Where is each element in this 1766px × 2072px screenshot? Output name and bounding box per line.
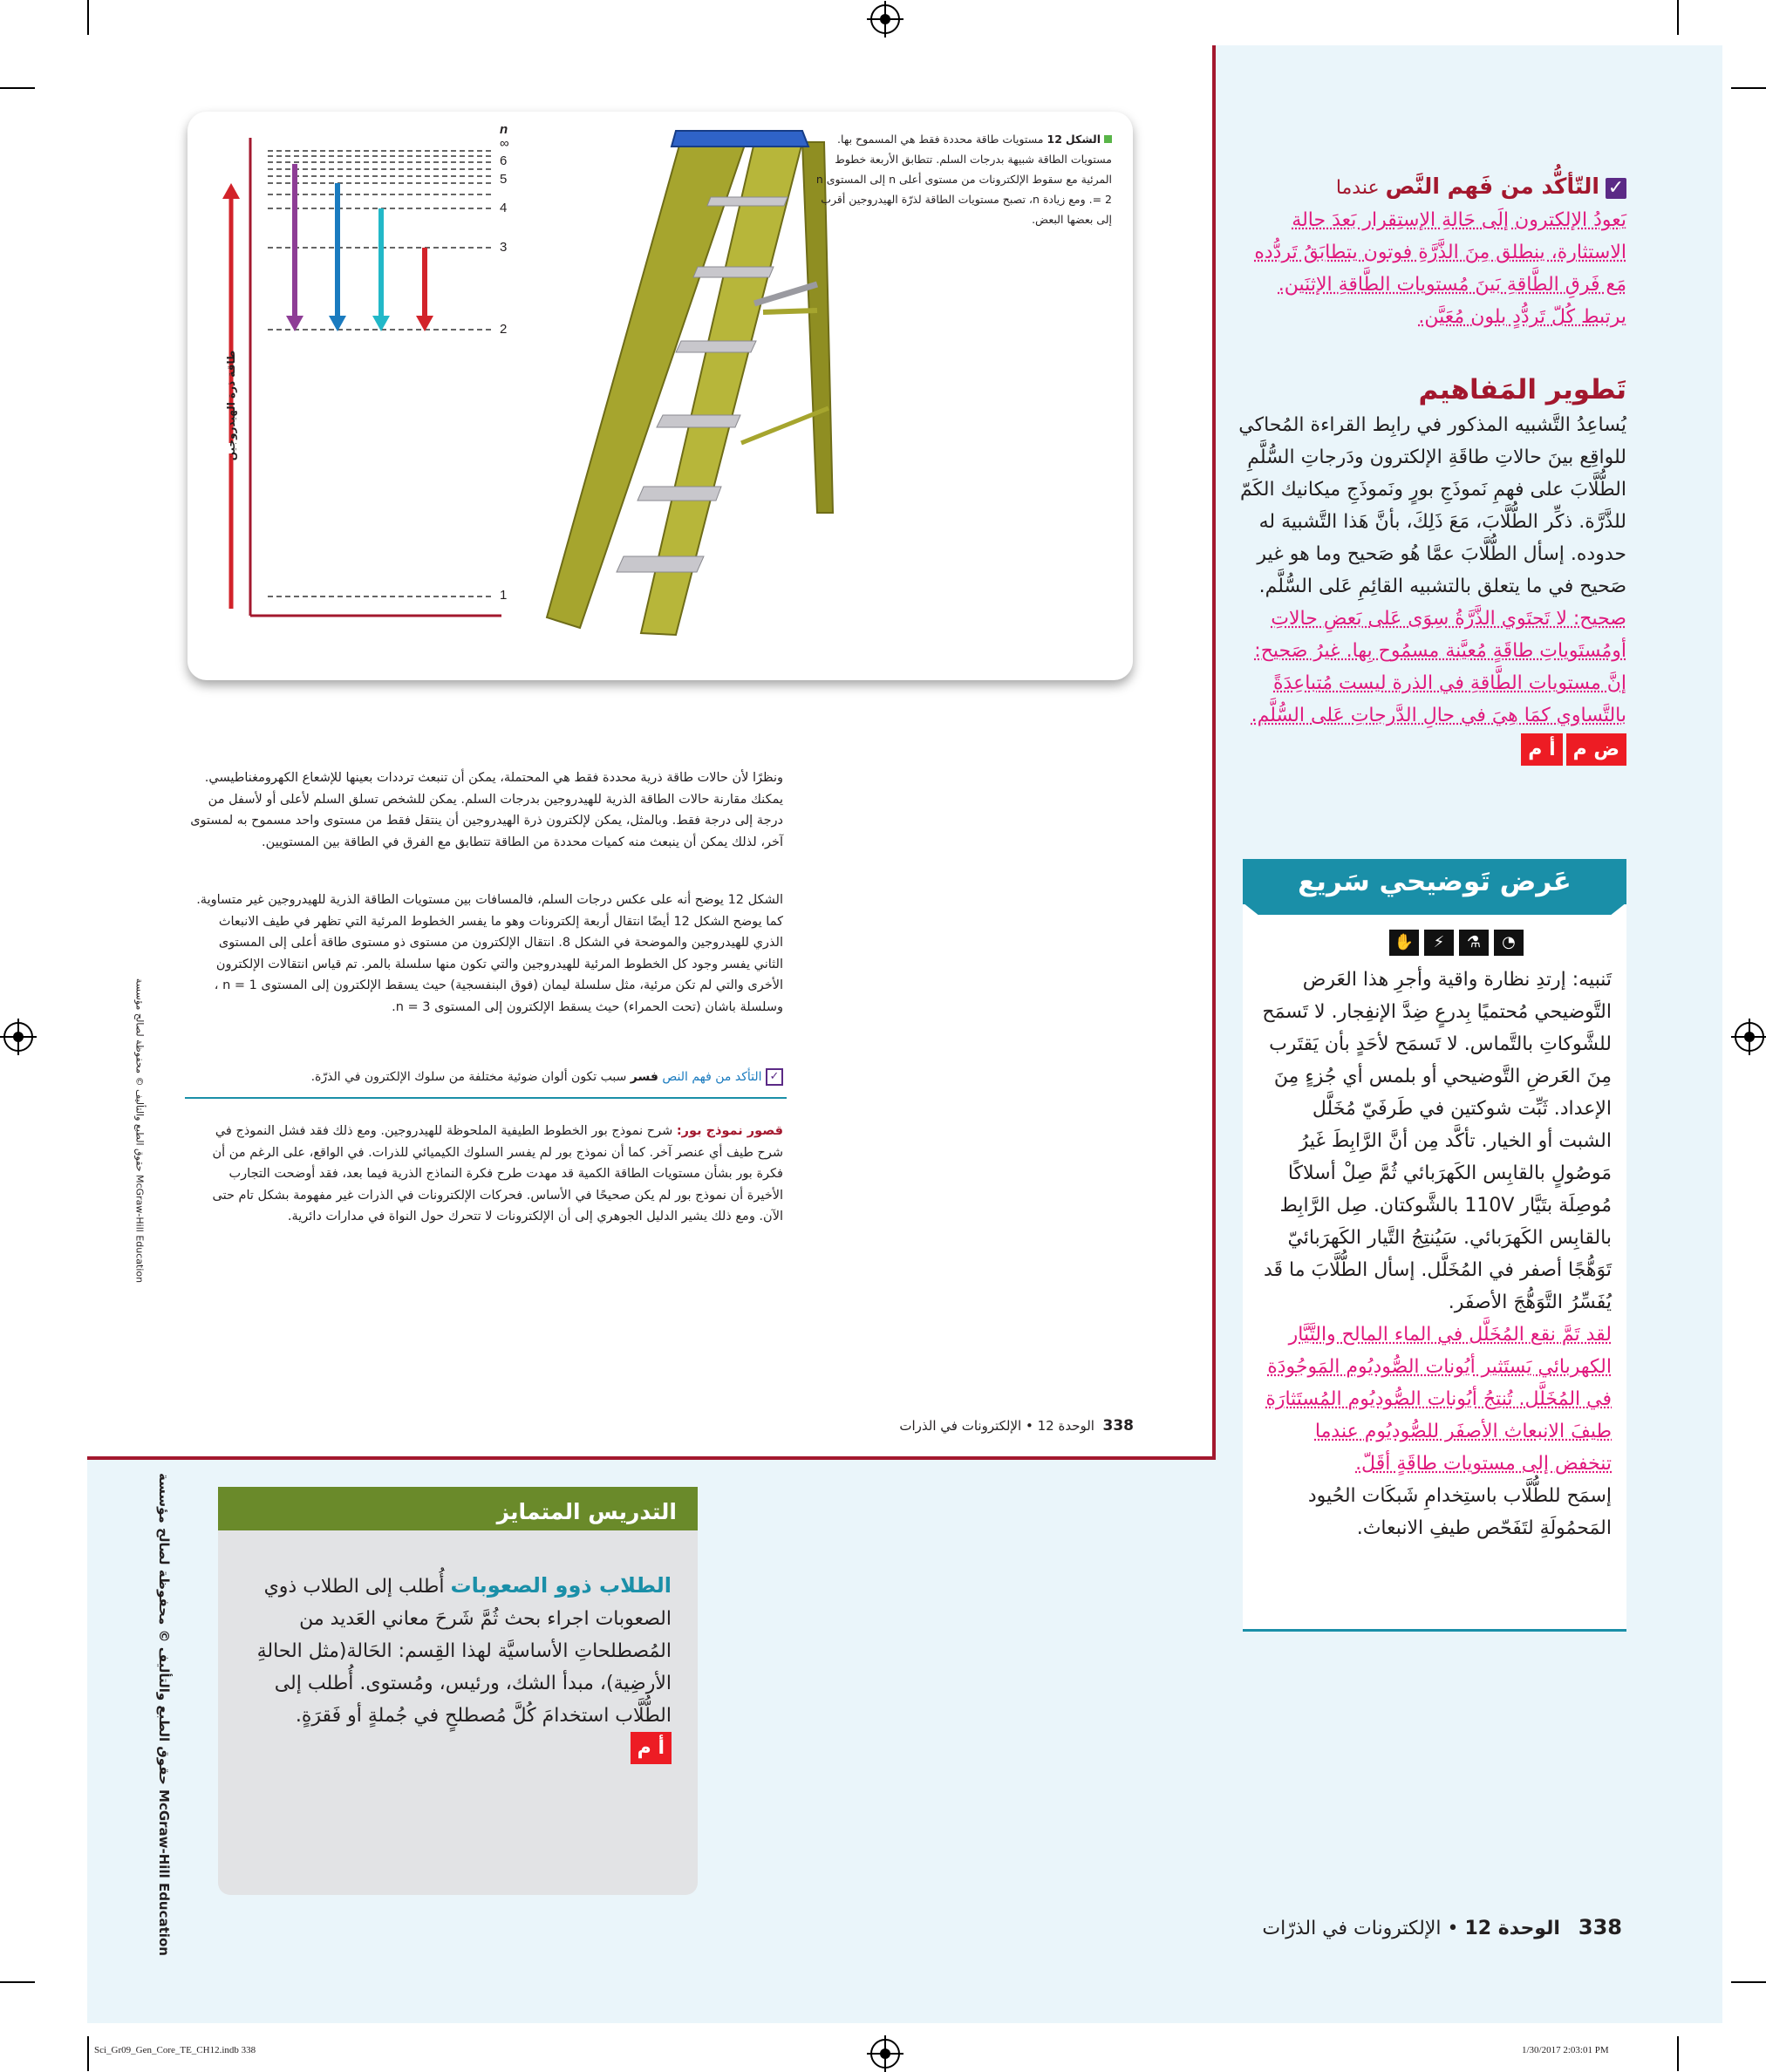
- registration-mark: [3, 1022, 33, 1052]
- divider: [185, 1097, 787, 1099]
- quick-demo-answer: لقد تَمَّ نقع المُخَلَّل في الماء المالح والتَّيَّار الكهربائي يَستَثير أيُونات الصُّوديُوم المَوجُودَة في المُخَلَّل. تُنتِجُ أيُونات الصُّوديُوم المُستَثارَة طيفَ الانبعاث الأصفَر للصُّوديُوم عندما تنخفض إلى مستويات طاقَةٍ أقَلّ.: [1265, 1324, 1612, 1475]
- reading-check-verb: فسر: [630, 1070, 658, 1084]
- level-label: 4: [500, 201, 508, 215]
- caption-number: 12: [1047, 133, 1062, 146]
- level-tag: ض م: [1566, 733, 1626, 766]
- bullet: •: [1447, 1918, 1459, 1939]
- ladder-illustration: [547, 131, 833, 635]
- student-paragraph-2: الشكل 12 يوضح أنه على عكس درجات السلم، فالمسافات بين مستويات الطاقة الذرية للهيدروجين غير متساوية. كما يوضح الشكل 12 أيضًا انتقال أربعة إلكترونات وهو ما يفسر الخطوط المرئية التي تظهر في طيف الانبعاث الذري للهيدروجين والموضحة في الشكل 8. انتقال الإلكترون من مستوى ذو مستوى طاقة أعلى إلى المستوى الثاني يفسر وجود كل الخطوط المرئية للهيدروجين والتي تكون منها سلسلة بالمر. تم قياس انتقالات الإلكترون الأخرى والتي لم تكن مرئية، مثل سلسلة ليمان (فوق البنفسجية) حيث يسقط الإلكترون إلى المستوى n = 1 ، وسلسلة باشان (تحت الحمراء) حيث يسقط الإلكترون إلى المستوى n = 3.: [196, 893, 783, 1014]
- reading-check: [190, 1068, 783, 1086]
- differentiated-text: أُطلب إلى الطلاب ذوي الصعوبات اجراء بحث ثُمَّ شَرحَ معاني العَديد من المُصطلحاتِ الأساسيَّة لهذا القِسم: الحَالة(مثل الحالةِ الأرضِية)، مبدأ الشك، ورئيس، ومُستوى. أُطلب إلى الطُّلَّاب استخدامَ كُلَّ مُصطلحٍ في جُملةٍ أو فَقرَةٍ.: [256, 1576, 672, 1727]
- level-n-label: n: [500, 122, 508, 137]
- bohr-limitations: [190, 1121, 783, 1228]
- crop-mark: [1677, 0, 1679, 35]
- check-understanding-answer: يَعودُ الإلكترون إلَى حَالةِ الإستِقرار بَعدَ حالة الاستثارة، ينطلق مِنَ الذَّرَّةِ فوتون يتطابَقُ تَردُّده مَع فَرقِ الطَّاقةِ بَينَ مُستويات الطَّاقةِ الإثنَين. يرتبط كُلّ تَردُّدٍ بلون مُعَيَّن.: [1254, 209, 1626, 328]
- develop-concepts-answer: صحيح: لا تَحتَوي الذَّرَّةُ سِوَى عَلى بَعضِ حالاتِ أومُستَوياتِ طاقَةٍ مُعيَّنة مسمُوح بِها. غيرُ صَحيح: إنَّ مستويات الطَّاقةِ في الذرة ليست مُتباعِدَةً بالتَّساوي كمَا هِيَ في حالِ الدَّرجاتِ عَلى السُّلَّم.: [1251, 608, 1626, 726]
- level-tag: أ م: [631, 1732, 672, 1764]
- caption-label: الشكل: [1065, 133, 1101, 146]
- unit-title: الإلكترونات في الذرّات: [1262, 1918, 1442, 1939]
- crop-mark: [1731, 1981, 1766, 1983]
- caption-text: مستويات طاقة محددة فقط هي المسموح بها. مستويات الطاقة شبيهة بدرجات السلم. تتطابق الأربعة خطوط المرئية مع سقوط الإلكترونات من مستوى أعلى n إلى المستوى n = 2. ومع زيادة n، تصبح مستويات الطاقة لذرّة الهيدروجين أقرب إلى بعضها البعض.: [815, 133, 1112, 226]
- vertical-copyright: حقوق الطبع والتأليف © محفوظة لصالح مؤسسة McGraw-Hill Education: [156, 1473, 172, 1956]
- crop-mark: [0, 87, 35, 89]
- quick-demo-extension: إسمَح للطُّلَّاب باستِخدامِ شَبكَات الحُيود المَحمُولَةِ لتَفَحّص طيفِ الانبعاث.: [1307, 1485, 1612, 1539]
- quick-demo-title-ribbon: [1243, 903, 1626, 915]
- level-label: 2: [500, 322, 508, 337]
- crop-mark: [87, 2036, 89, 2071]
- bohr-limitations-title: قصور نموذج بور:: [676, 1124, 783, 1138]
- figure-caption: [815, 129, 1112, 229]
- check-understanding-lead: عندما: [1335, 177, 1380, 199]
- crop-mark: [1731, 87, 1766, 89]
- electrical-icon: ⚡: [1424, 930, 1454, 956]
- check-understanding-title: التّأكُّد من فَهم النَّص: [1385, 174, 1599, 199]
- apron-icon: ⚗: [1459, 930, 1489, 956]
- student-vertical-credit: حقوق الطبع والتأليف © محفوظة لصالح مؤسسة McGraw-Hill Education: [133, 978, 146, 1284]
- level-label: 6: [500, 153, 508, 168]
- registration-mark: [1735, 1022, 1764, 1052]
- differentiated-body: [253, 1570, 672, 1764]
- registration-mark: [870, 4, 900, 34]
- page-footer: [1203, 1915, 1622, 1939]
- develop-concepts-block: [1238, 371, 1626, 766]
- figure-card: [188, 112, 1133, 680]
- registration-mark: [870, 2039, 900, 2069]
- crop-mark: [1677, 2036, 1679, 2071]
- reading-check-text: سبب تكون ألوان ضوئية مختلفة من سلوك الإلكترون في الذرّة.: [310, 1070, 627, 1084]
- unit-label: الوحدة 12: [1464, 1918, 1560, 1939]
- crop-mark: [0, 1981, 35, 1983]
- level-label: 1: [500, 588, 508, 603]
- develop-concepts-title: تَطوير المَفاهيم: [1418, 374, 1626, 406]
- student-page-number: 338: [1102, 1417, 1134, 1435]
- student-vertical-credit-wrap: [131, 977, 147, 1291]
- axis-label: طاقة ذرة الهيدروجين: [225, 350, 237, 461]
- quick-demo-title: عَرض تَوضيحي سَريع: [1243, 859, 1626, 904]
- level-label: 3: [500, 240, 508, 255]
- differentiated-header: التدريس المتمايز: [218, 1487, 698, 1530]
- reading-check-label: التأكد من فهم النص: [662, 1070, 762, 1084]
- safety-icons: [1389, 930, 1524, 956]
- footer-slug: Sci_Gr09_Gen_Core_TE_CH12.indb 338: [94, 2045, 256, 2055]
- differentiated-title: الطلاب ذوو الصعوبات: [450, 1573, 672, 1598]
- crop-mark: [87, 0, 89, 35]
- level-label: ∞: [500, 136, 509, 151]
- check-understanding-block: [1238, 170, 1626, 333]
- student-footer-unit: الوحدة 12 • الإلكترونات في الذرات: [899, 1418, 1094, 1434]
- quick-demo-text: تَنبيه: إرتدِ نظارة واقية وأجرِ هذا العَرض التَّوضيحي مُحتميًا بِدرعٍ ضِدَّ الإنفِجار. لا تَسمَح للشَّوكاتِ بالتَّماس. لا تَسمَح لأحَدٍ بأن يَقتَرب مِنَ العَرضِ التَّوضيحي أو بلمس أي جُزءٍ مِنَ الإعداد. ثَبِّت شوكتين في طَرفَيّ مُخَلَّل الشبت أو الخيار. تأكَّد مِن أنَّ الرَّابِطَ غَيرُ مَوصُولٍ بالقابِس الكَهرَبائي ثُمَّ صِلْ أسلاكًا مُوصِلَة بتَيَّار 110V بالشَّوكتان. صِل الرَّابِط بالقابِس الكَهرَبائي. سَيُنتِجُ التَّيار الكَهرَبائيّ تَوَهُّجًا أصفر في المُخَلَّل. إسأل الطُّلَّابَ ما قَد يُفَسِّرُ التَّوَهُّجَ الأصفَر.: [1262, 969, 1612, 1313]
- quick-demo-body: [1254, 964, 1612, 1544]
- hand-wash-icon: ✋: [1389, 930, 1419, 956]
- bohr-limitations-text: شرح نموذج بور الخطوط الطيفية الملحوظة للهيدروجين. ومع ذلك فقد فشل النموذج في شرح طيف أي عنصر آخر. كما أن نموذج بور لم يفسر السلوك الكيميائي للذرات. في الواقع، على الرغم من أن فكرة بور بشأن مستويات الطاقة الكمية قد مهدت طرح فكرة النماذج الذرية فيما بعد، فقد أوضحت التجارب الأخيرة أن نموذج بور لم يكن صحيحًا في الأساس. فحركات الإلكترونات في الذرات غير مفهومة بشكل تام حتى الآن. ومع ذلك يشير الدليل الجوهري إلى أن الإلكترونات لا تتحرك حول النواة في مدارات دائرية.: [212, 1124, 783, 1223]
- caption-bullet-icon: [1104, 135, 1112, 143]
- check-icon: ✓: [1606, 178, 1626, 199]
- student-paragraph-1: ونظرًا لأن حالات طاقة ذرية محددة فقط هي المحتملة، يمكن أن تنبعث ترددات بعينها للإشعاع الكهرومغناطيسي. يمكنك مقارنة حالات الطاقة الذرية للهيدروجين بدرجات السلم. يمكن للشخص تسلق السلم لأعلى أو لأسفل من درجة إلى درجة فقط. وبالمثل، يمكن لإلكترون ذرة الهيدروجين أن ينتقل فقط من مستوى واحد مسموح به لمستوى آخر، لذلك يمكن أن ينبعث منه كميات محددة من الطاقة تتطابق مع الفرق في الطاقة بين المستويين.: [190, 771, 783, 849]
- level-tag: أ م: [1521, 733, 1562, 766]
- goggles-icon: ◔: [1494, 930, 1524, 956]
- footer-date: 1/30/2017 2:03:01 PM: [1522, 2045, 1609, 2055]
- develop-concepts-text: يُساعِدُ التَّشبيه المذكور في رابِط القراءة المُحاكي للواقِع بينَ حالاتِ طاقَةِ الإلكترون ودَرجاتِ السُّلَّمِ الطُّلَّابَ على فهمِ نَموذَجِ بورٍ ونَموذَجِ ميكانيك الكَمّ للذَّرَّة. ذكِّر الطُّلَّابَ، مَعَ ذَلِكَ، بأنَّ هَذا التَّشبيهَ له حدوده. إسأل الطُّلَّابَ عمَّا هُو صَحيح وما هو غير صَحيح في ما يتعلق بالتشبيه القائِمِ عَلى السُّلَّم.: [1238, 414, 1626, 597]
- page-number: 338: [1578, 1915, 1622, 1939]
- develop-tags: [1238, 733, 1626, 766]
- student-footer: [785, 1417, 1134, 1435]
- level-label: 5: [500, 172, 508, 187]
- checkbox-icon: ✓: [766, 1068, 783, 1086]
